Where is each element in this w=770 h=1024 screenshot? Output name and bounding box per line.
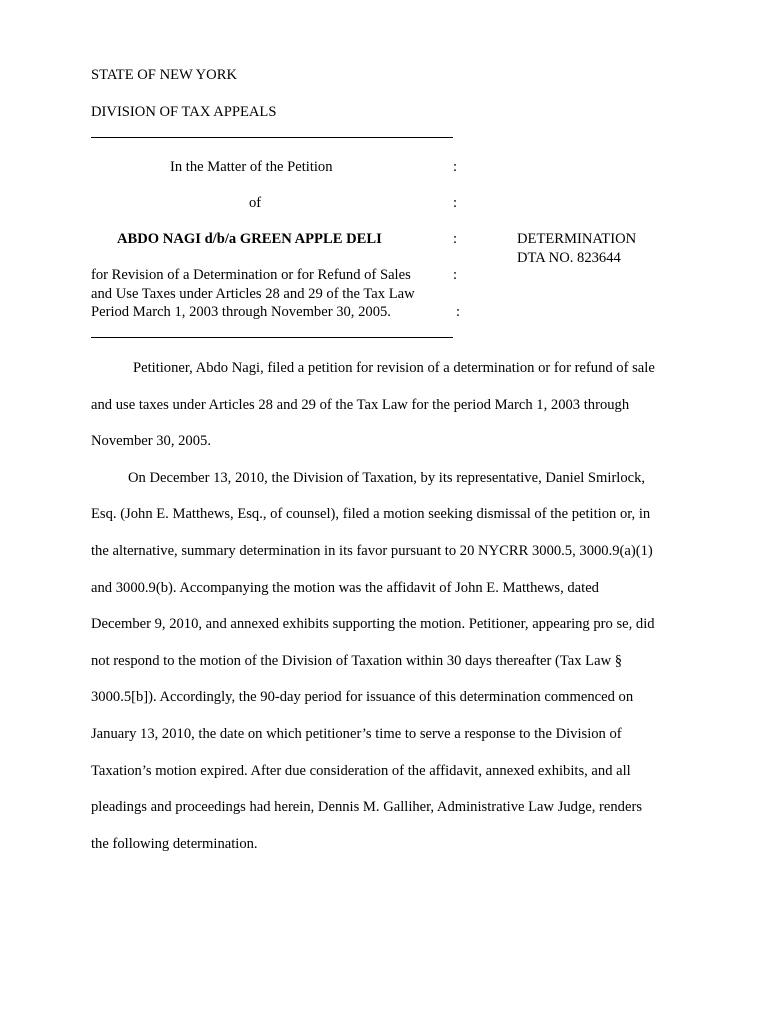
paragraph-line: December 9, 2010, and annexed exhibits supporting the motion. Petitioner, appearing pro se, did (91, 616, 655, 632)
caption-top-rule (91, 137, 453, 138)
paragraph-line: January 13, 2010, the date on which petitioner’s time to serve a response to the Division of (91, 726, 622, 742)
paragraph-line: Esq. (John E. Matthews, Esq., of counsel), filed a motion seeking dismissal of the petition or, in (91, 506, 651, 522)
caption-colon: : (453, 159, 458, 175)
revision-line: for Revision of a Determination or for Refund of Sales (91, 267, 411, 283)
division-heading: DIVISION OF TAX APPEALS (91, 104, 277, 120)
revision-line: Period March 1, 2003 through November 30, 2005. (91, 304, 391, 320)
matter-line: In the Matter of the Petition (170, 159, 333, 175)
state-heading: STATE OF NEW YORK (91, 67, 237, 83)
paragraph-line: Taxation’s motion expired. After due consideration of the affidavit, annexed exhibits, and all (91, 763, 631, 779)
dta-number: DTA NO. 823644 (517, 250, 621, 266)
paragraph-line: the following determination. (91, 836, 258, 852)
paragraph-line: the alternative, summary determination in its favor pursuant to 20 NYCRR 3000.5, 3000.9(a)(1) (91, 543, 653, 559)
paragraph-line: November 30, 2005. (91, 433, 211, 449)
paragraph-line: Petitioner, Abdo Nagi, filed a petition for revision of a determination or for refund of sale (133, 360, 655, 376)
caption-bottom-rule (91, 337, 453, 338)
petitioner-name: ABDO NAGI d/b/a GREEN APPLE DELI (117, 231, 382, 247)
paragraph-line: pleadings and proceedings had herein, Dennis M. Galliher, Administrative Law Judge, renders (91, 799, 642, 815)
caption-colon: : (453, 231, 458, 247)
caption-colon: : (453, 267, 458, 283)
determination-label: DETERMINATION (517, 231, 637, 247)
of-line: of (249, 195, 262, 211)
paragraph-line: 3000.5[b]). Accordingly, the 90-day period for issuance of this determination commenced on (91, 689, 634, 705)
paragraph-line: and 3000.9(b). Accompanying the motion was the affidavit of John E. Matthews, dated (91, 580, 599, 596)
caption-colon: : (453, 195, 458, 211)
paragraph-line: On December 13, 2010, the Division of Taxation, by its representative, Daniel Smirlock, (128, 470, 646, 486)
paragraph-line: not respond to the motion of the Division of Taxation within 30 days thereafter (Tax Law § (91, 653, 623, 669)
revision-line: and Use Taxes under Articles 28 and 29 of the Tax Law (91, 286, 415, 302)
paragraph-line: and use taxes under Articles 28 and 29 of the Tax Law for the period March 1, 2003 through (91, 397, 630, 413)
caption-colon: : (456, 304, 461, 320)
